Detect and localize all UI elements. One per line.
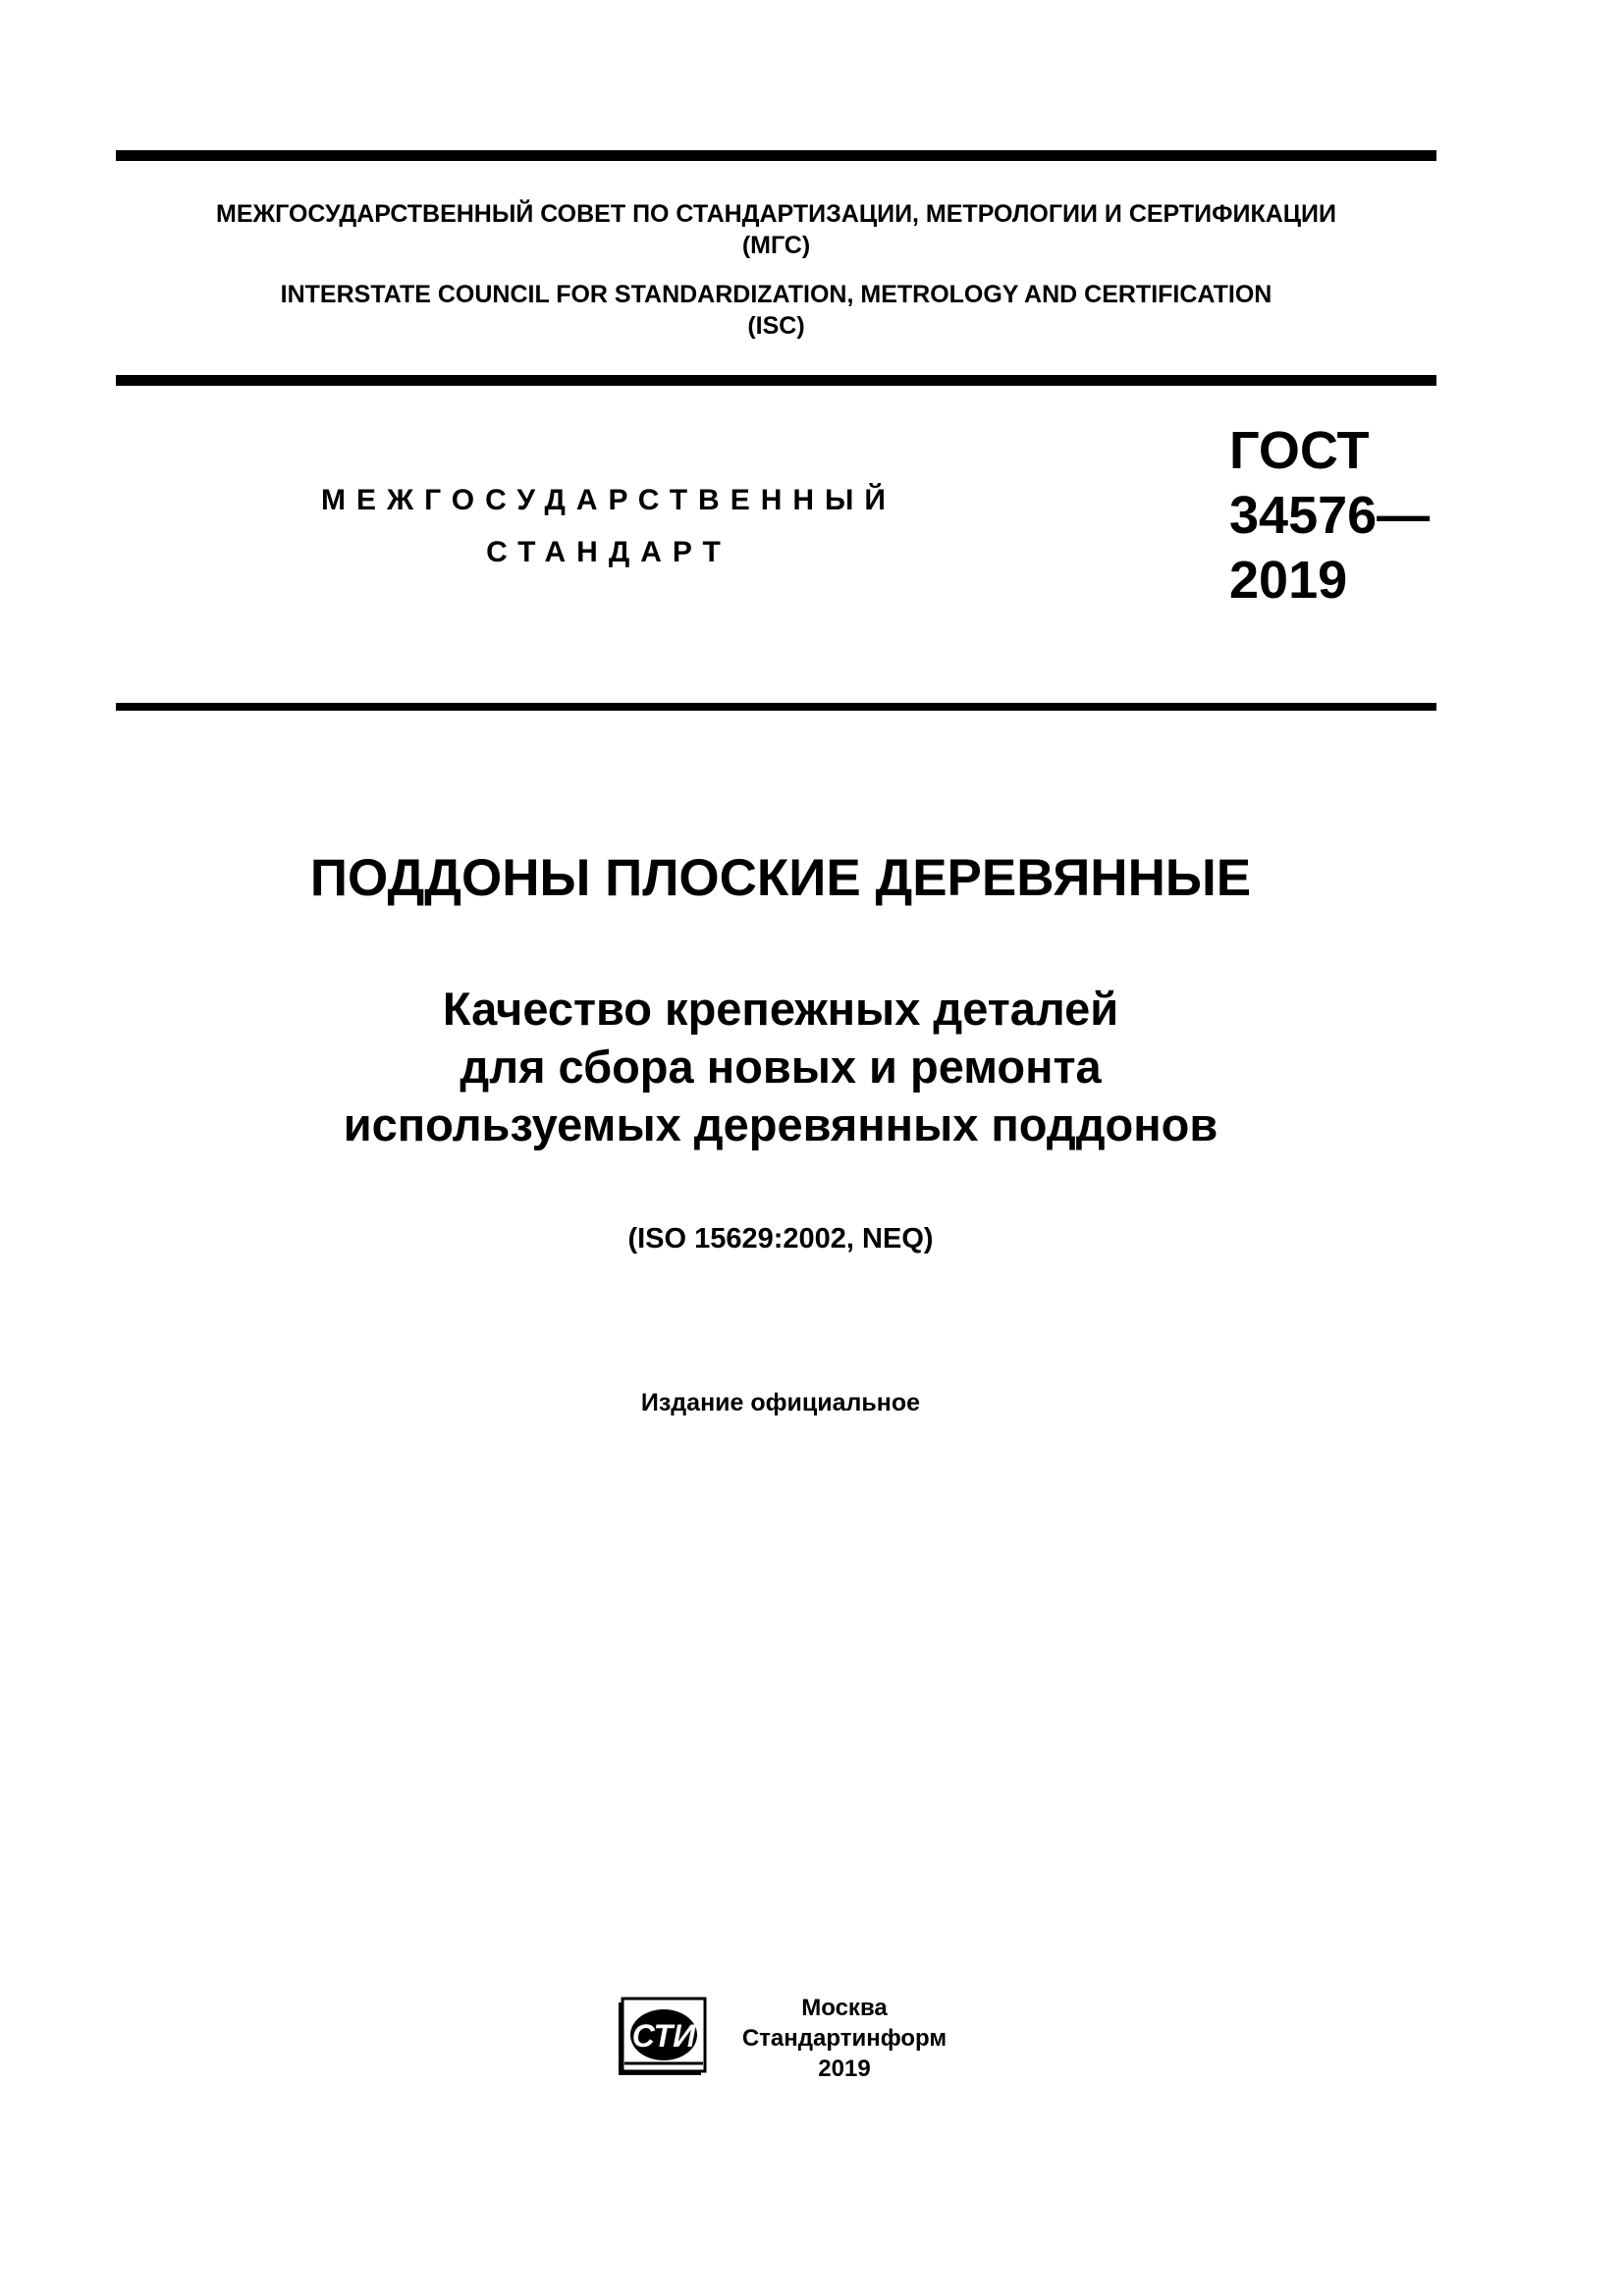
subtitle-line1: Качество крепежных деталей [442, 983, 1119, 1035]
publisher-year: 2019 [818, 2056, 871, 2082]
gost-number: 34576— [1229, 486, 1431, 545]
standard-type-label [236, 474, 982, 578]
standard-type-line1: МЕЖГОСУДАРСТВЕННЫЙ [321, 484, 896, 516]
edition-note: Издание официальное [640, 1389, 921, 1416]
council-name-ru [116, 198, 1436, 261]
council-name-en [116, 279, 1436, 342]
council-abbr-ru: (МГС) [741, 232, 811, 259]
standard-type-line2: СТАНДАРТ [486, 536, 731, 568]
top-divider [116, 150, 1436, 161]
iso-reference: (ISO 15629:2002, NEQ) [627, 1223, 934, 1255]
council-abbr-en: (ISC) [747, 312, 805, 340]
gost-year: 2019 [1229, 551, 1348, 610]
logo-text: СТИ [631, 2018, 696, 2054]
publisher-city: Москва [801, 1995, 888, 2021]
standartinform-logo-icon [615, 1995, 709, 2081]
header-divider [116, 375, 1436, 386]
document-subtitle [0, 980, 1561, 1153]
council-name-en-line: INTERSTATE COUNCIL FOR STANDARDIZATION, METROLOGY AND CERTIFICATION [280, 281, 1272, 308]
gost-prefix: ГОСТ [1229, 421, 1370, 480]
title-divider [116, 703, 1436, 711]
publisher-block [727, 1993, 962, 2084]
document-title: ПОДДОНЫ ПЛОСКИЕ ДЕРЕВЯННЫЕ [309, 849, 1252, 907]
council-name-ru-line: МЕЖГОСУДАРСТВЕННЫЙ СОВЕТ ПО СТАНДАРТИЗАЦИИ, МЕТРОЛОГИИ И СЕРТИФИКАЦИИ [216, 200, 1336, 228]
logo-graphic [615, 1995, 709, 2081]
subtitle-line3: используемых деревянных поддонов [343, 1098, 1218, 1150]
gost-designation [1229, 418, 1430, 613]
subtitle-line2: для сбора новых и ремонта [460, 1041, 1102, 1093]
publisher-name: Стандартинформ [741, 2025, 947, 2052]
